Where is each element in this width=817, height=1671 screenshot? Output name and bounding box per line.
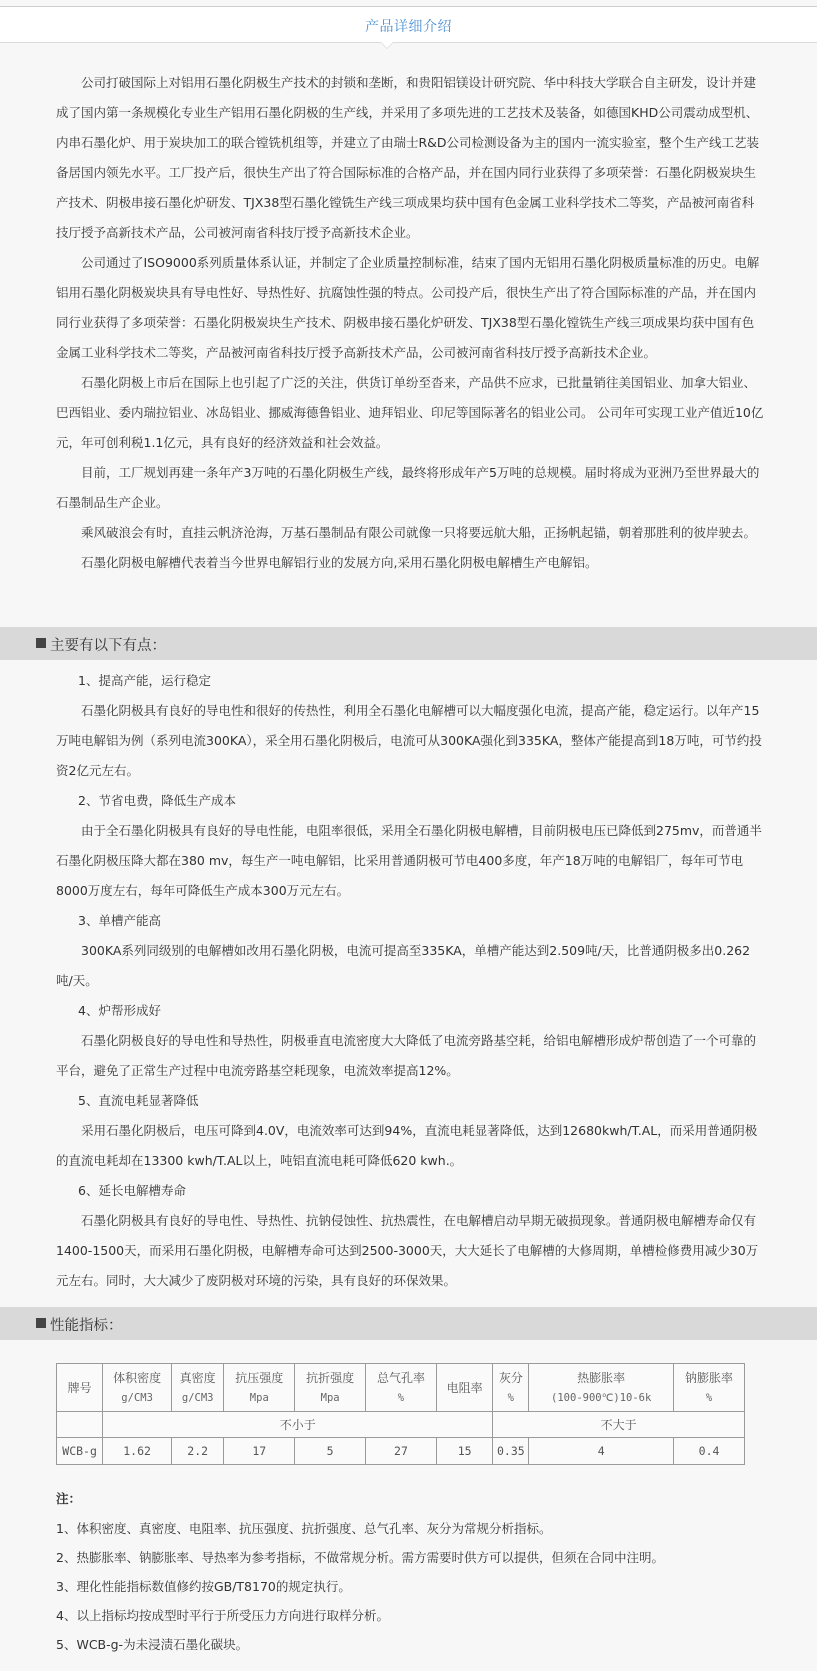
intro-paragraph: 石墨化阴极电解槽代表着当今世界电解铝行业的发展方向,采用石墨化阴极电解槽生产电解铝。 [81, 555, 598, 570]
title-pointer-inner [381, 42, 393, 48]
table-row [57, 1438, 745, 1465]
value-cell: 17 [224, 1438, 295, 1465]
header-cell: 热膨胀率 (100-900℃)10-6k [529, 1364, 674, 1412]
intro-paragraph: 公司通过了ISO9000系列质量体系认证，并制定了企业质量控制标准，结束了国内无铝用石墨化阴极质量标准的历史。电解铝用石墨化阴极炭块具有导电性好、导热性好、抗腐蚀性强的特点。公司投产后，很快生产出了符合国际标准的产品，并在国内同行业获得了多项荣誉：石墨化阴极炭块生产技术、阴极串接石墨化炉研发、TJX38型石墨化镗铣生产线三项成果均获中国有色金属工业科学技术二等奖，产品被河南省科技厅授予高新技术产品，公司被河南省科技厅授予高新技术企业。 [56, 255, 760, 360]
header-cell: 总气孔率 % [366, 1364, 437, 1412]
header-cell: 抗压强度 Mpa [224, 1364, 295, 1412]
grade-cell: WCB-g [57, 1438, 103, 1465]
notes-title: 注： [56, 1491, 82, 1506]
advantage-body: 石墨化阴极具有良好的导电性、导热性、抗钠侵蚀性、抗热震性，在电解槽启动早期无破损现象。普通阴极电解槽寿命仅有1400-1500天，而采用石墨化阴极，电解槽寿命可达到2500-3000天，大大延长了电解槽的大修周期，单槽检修费用减少30万元左右。同时，大大减少了废阴极对环境的污染，具有良好的环保效果。 [56, 1213, 759, 1288]
advantage-body: 石墨化阴极具有良好的导电性和很好的传热性，利用全石墨化电解槽可以大幅度强化电流，提高产能，稳定运行。以年产15万吨电解铝为例（系列电流300KA），采全用石墨化阴极后，电流可从300KA强化到335KA，整体产能提高到18万吨，可节约投资2亿元左右。 [56, 703, 762, 778]
advantages-list [56, 666, 764, 1296]
advantage-body: 由于全石墨化阴极具有良好的导电性能，电阻率很低，采用全石墨化阴极电解槽，目前阴极电压已降低到275mv，而普通半石墨化阴极压降大都在380 mv，每生产一吨电解铝，比采用普通阴极可节电400多度，年产18万吨的电解铝厂，每年可节电8000万度左右，每年可降低生产成本300万元左右。 [56, 823, 762, 898]
value-cell: 0.35 [493, 1438, 529, 1465]
header-cell: 钠膨胀率 % [674, 1364, 745, 1412]
value-cell: 2.2 [172, 1438, 224, 1465]
intro-section [56, 68, 764, 578]
square-bullet-icon [36, 1318, 46, 1328]
intro-paragraph: 公司打破国际上对铝用石墨化阴极生产技术的封锁和垄断，和贵阳铝镁设计研究院、华中科技大学联合自主研发，设计并建成了国内第一条规模化专业生产铝用石墨化阴极的生产线，并采用了多项先进的工艺技术及装备，如德国KHD公司震动成型机、内串石墨化炉、用于炭块加工的联合镗铣机组等，并建立了由瑞士R&D公司检测设备为主的国内一流实验室，整个生产线工艺装备居国内领先水平。工厂投产后，很快生产出了符合国际标准的合格产品，并在国内同行业获得了多项荣誉：石墨化阴极炭块生产技术、阴极串接石墨化炉研发、TJX38型石墨化镗铣生产线三项成果均获中国有色金属工业科学技术二等奖，产品被河南省科技厅授予高新技术产品，公司被河南省科技厅授予高新技术企业。 [56, 75, 760, 240]
intro-paragraph: 石墨化阴极上市后在国际上也引起了广泛的关注，供货订单纷至沓来，产品供不应求，已批量销往美国铝业、加拿大铝业、巴西铝业、委内瑞拉铝业、冰岛铝业、挪威海德鲁铝业、迪拜铝业、印尼等国际著名的铝业公司。 公司年可实现工业产值近10亿元，年可创利税1.1亿元，具有良好的经济效益和社会效益。 [56, 375, 764, 450]
intro-paragraph: 目前，工厂规划再建一条年产3万吨的石墨化阴极生产线，最终将形成年产5万吨的总规模。届时将成为亚洲乃至世界最大的石墨制品生产企业。 [56, 465, 760, 510]
note-item: 3、理化性能指标数值修约按GB/T8170的规定执行。 [56, 1579, 351, 1594]
value-cell: 5 [295, 1438, 366, 1465]
not-less-than-cell: 不小于 [103, 1412, 493, 1438]
section-title: 性能指标： [50, 1318, 123, 1334]
header-cell: 真密度 g/CM3 [172, 1364, 224, 1412]
header-cell: 电阻率 [436, 1364, 492, 1412]
value-cell: 15 [436, 1438, 492, 1465]
header-cell: 体积密度 g/CM3 [103, 1364, 172, 1412]
square-bullet-icon [36, 638, 46, 648]
advantage-body: 300KA系列同级别的电解槽如改用石墨化阴极，电流可提高至335KA，单槽产能达到2.509吨/天，比普通阴极多出0.262吨/天。 [56, 943, 751, 988]
page-title: 产品详细介绍 [365, 19, 452, 35]
section-title: 主要有以下有点： [50, 638, 166, 654]
empty-cell [57, 1412, 103, 1438]
note-item: 2、热膨胀率、钠膨胀率、导热率为参考指标，不做常规分析。需方需要时供方可以提供，但须在合同中注明。 [56, 1550, 664, 1565]
value-cell: 1.62 [103, 1438, 172, 1465]
value-cell: 4 [529, 1438, 674, 1465]
advantage-title: 6、延长电解槽寿命 [78, 1183, 186, 1198]
not-greater-than-cell: 不大于 [493, 1412, 745, 1438]
advantages-section-header [0, 627, 817, 660]
value-cell: 27 [366, 1438, 437, 1465]
note-item: 5、WCB-g-为未浸渍石墨化碳块。 [56, 1637, 249, 1652]
notes-section [56, 1484, 764, 1659]
table-header-row [57, 1364, 745, 1412]
advantage-body: 采用石墨化阴极后，电压可降到4.0V，电流效率可达到94%，直流电耗显著降低，达到12680kwh/T.AL，而采用普通阴极的直流电耗却在13300 kwh/T.AL以上，吨铝直流电耗可降低620 kwh.。 [56, 1123, 758, 1168]
performance-spec-table [56, 1363, 745, 1465]
advantage-title: 4、炉帮形成好 [78, 1003, 161, 1018]
specs-section-header [0, 1307, 817, 1340]
advantage-title: 3、单槽产能高 [78, 913, 161, 928]
product-detail-header [0, 7, 817, 43]
intro-paragraph: 乘风破浪会有时，直挂云帆济沧海，万基石墨制品有限公司就像一只将要远航大船，正扬帆起锚，朝着那胜利的彼岸驶去。 [81, 525, 757, 540]
advantage-title: 5、直流电耗显著降低 [78, 1093, 199, 1108]
header-cell: 牌号 [57, 1364, 103, 1412]
value-cell: 0.4 [674, 1438, 745, 1465]
advantage-title: 1、提高产能，运行稳定 [78, 673, 211, 688]
advantage-title: 2、节省电费，降低生产成本 [78, 793, 236, 808]
limit-row [57, 1412, 745, 1438]
header-cell: 灰分 % [493, 1364, 529, 1412]
note-item: 1、体积密度、真密度、电阻率、抗压强度、抗折强度、总气孔率、灰分为常规分析指标。 [56, 1521, 552, 1536]
note-item: 4、以上指标均按成型时平行于所受压力方向进行取样分析。 [56, 1608, 389, 1623]
header-cell: 抗折强度 Mpa [295, 1364, 366, 1412]
advantage-body: 石墨化阴极良好的导电性和导热性，阴极垂直电流密度大大降低了电流旁路基空耗，给铝电解槽形成炉帮创造了一个可靠的平台，避免了正常生产过程中电流旁路基空耗现象，电流效率提高12%。 [56, 1033, 757, 1078]
